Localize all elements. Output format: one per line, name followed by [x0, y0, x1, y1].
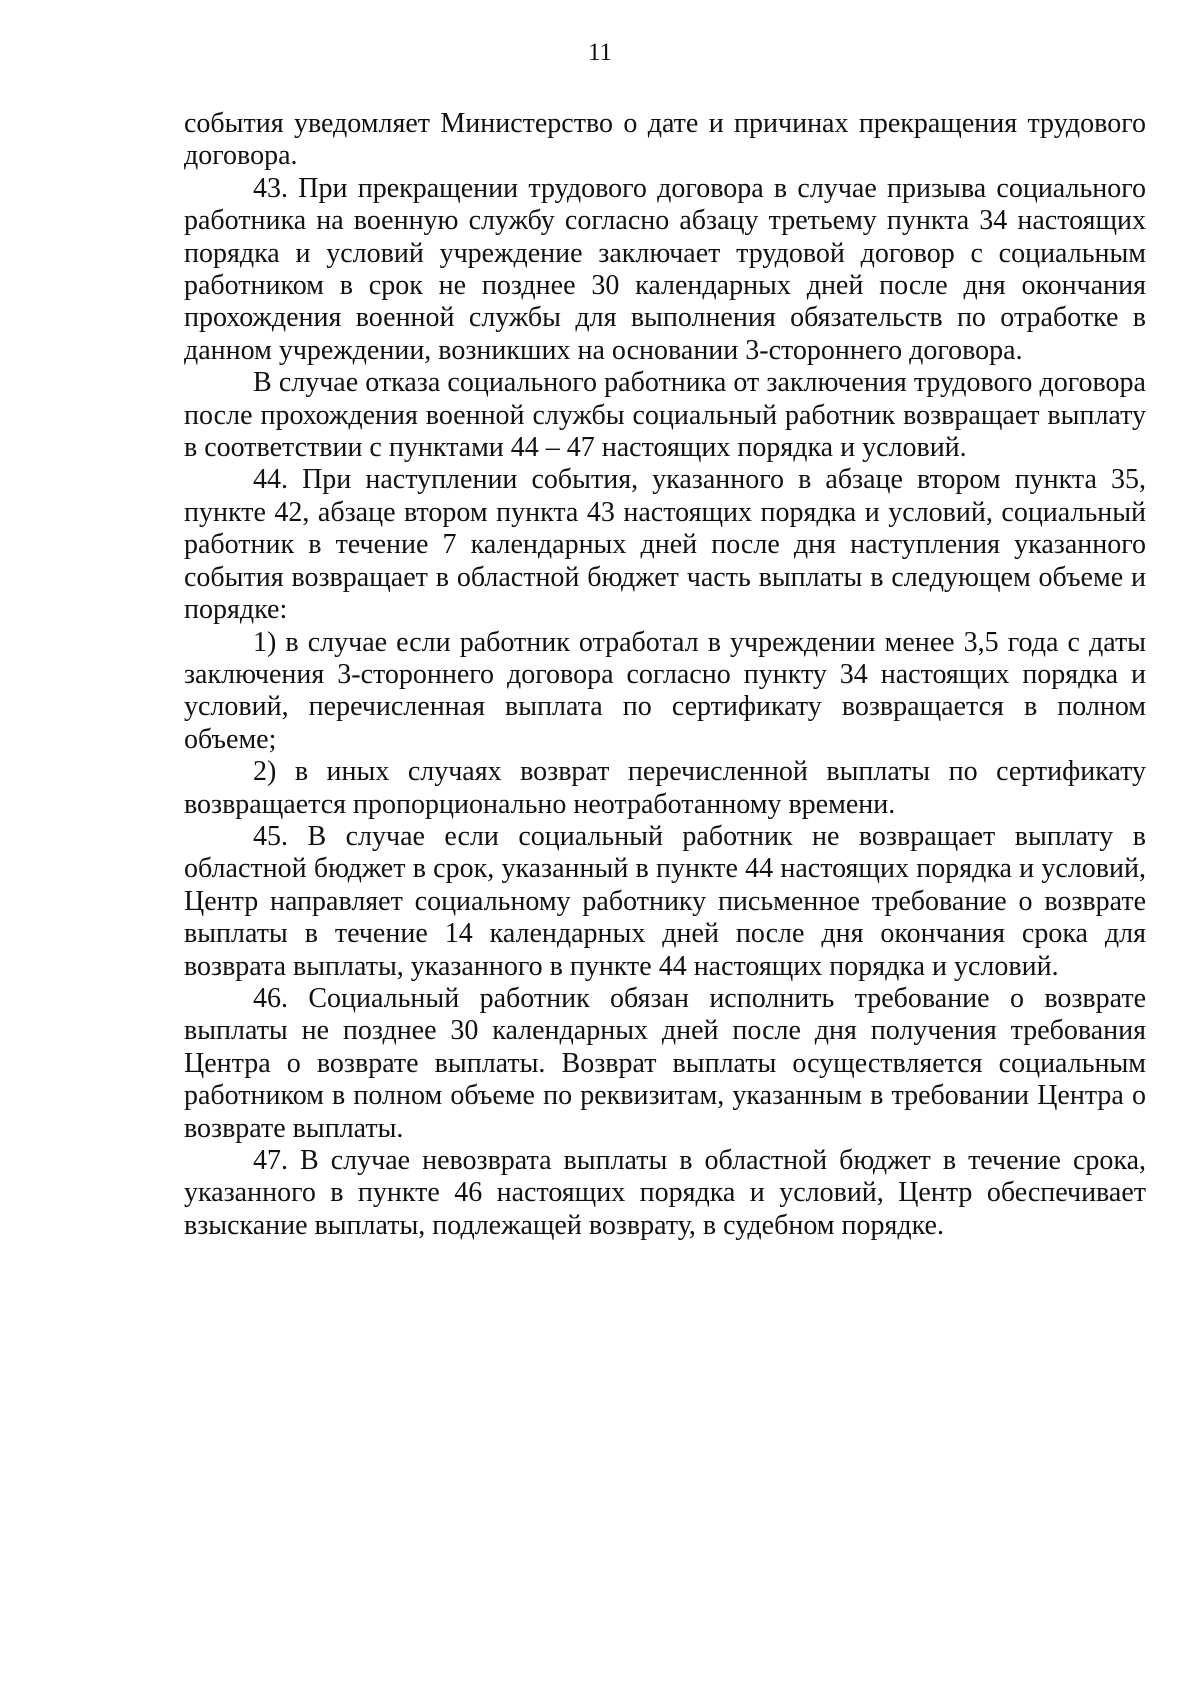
paragraph-47: 47. В случае невозврата выплаты в областной бюджет в течение срока, указанного в пункте 46 настоящих порядка и условий, Центр обеспечивает взыскание выплаты, подлежащей возврату, в судебном порядке. [184, 1145, 1146, 1241]
document-body [184, 108, 1146, 1242]
paragraph-44: 44. При наступлении события, указанного в абзаце втором пункта 35, пункте 42, абзаце втором пункта 43 настоящих порядка и условий, социальный работник в течение 7 календарных дней после дня наступления указанного события возвращает в областной бюджет часть выплаты в следующем объеме и порядке: [184, 464, 1146, 626]
page-number: 11 [587, 39, 613, 66]
paragraph-46: 46. Социальный работник обязан исполнить требование о возврате выплаты не позднее 30 календарных дней после дня получения требования Центра о возврате выплаты. Возврат выплаты осуществляется социальным работником в полном объеме по реквизитам, указанным в требовании Центра о возврате выплаты. [184, 982, 1146, 1144]
paragraph-44-item-1: 1) в случае если работник отработал в учреждении менее 3,5 года с даты заключения 3-стороннего договора согласно пункту 34 настоящих порядка и условий, перечисленная выплата по сертификату возвращается в полном объеме; [184, 626, 1146, 755]
paragraph-45: 45. В случае если социальный работник не возвращает выплату в областной бюджет в срок, указанный в пункте 44 настоящих порядка и условий, Центр направляет социальному работнику письменное требование о возврате выплаты в течение 14 календарных дней после дня окончания срока для возврата выплаты, указанного в пункте 44 настоящих порядка и условий. [184, 820, 1146, 982]
paragraph-43-refusal: В случае отказа социального работника от заключения трудового договора после прохождения военной службы социальный работник возвращает выплату в соответствии с пунктами 44 – 47 настоящих порядка и условий. [184, 367, 1146, 464]
paragraph-43: 43. При прекращении трудового договора в случае призыва социального работника на военную службу согласно абзацу третьему пункта 34 настоящих порядка и условий учреждение заключает трудовой договор с социальным работником в срок не позднее 30 календарных дней после дня окончания прохождения военной службы для выполнения обязательств по отработке в данном учреждении, возникших на основании 3-стороннего договора. [184, 172, 1146, 366]
paragraph-44-item-2: 2) в иных случаях возврат перечисленной выплаты по сертификату возвращается пропорционально неотработанному времени. [184, 756, 1146, 820]
paragraph-continuation: события уведомляет Министерство о дате и причинах прекращения трудового договора. [184, 108, 1146, 172]
